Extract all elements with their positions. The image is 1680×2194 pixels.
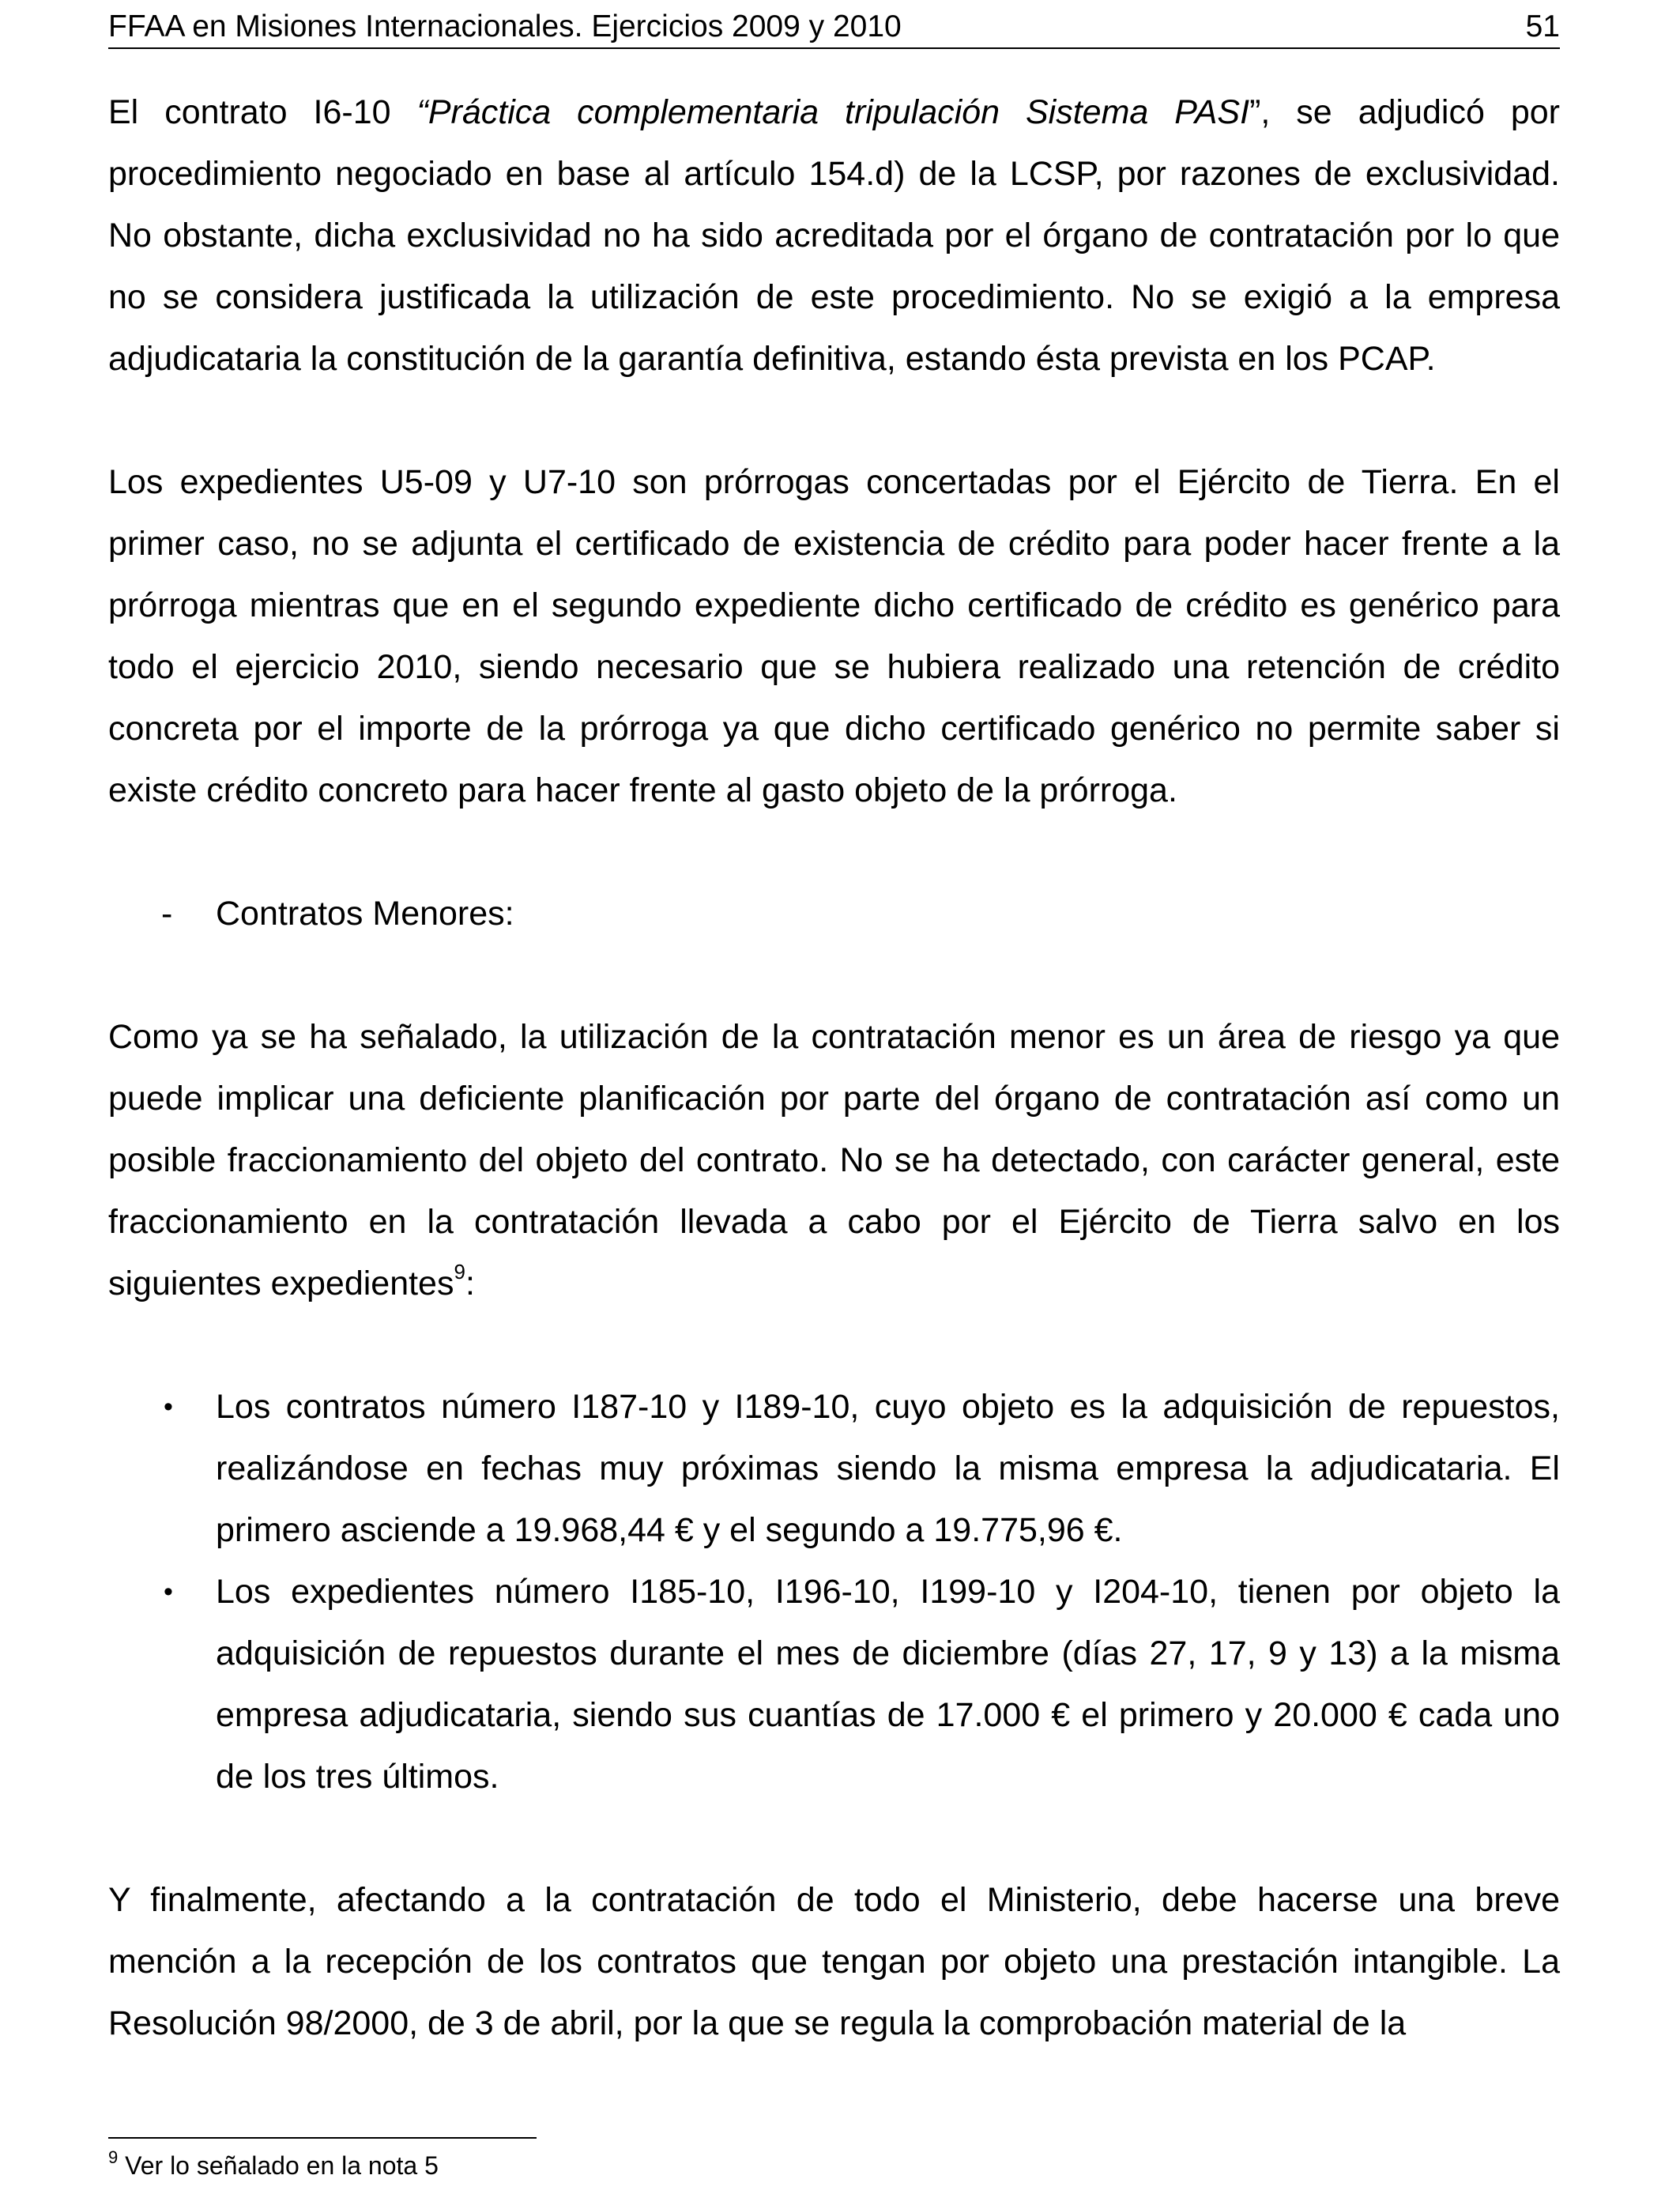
paragraph-recepcion-contratos: Y finalmente, afectando a la contratación de todo el Ministerio, debe hacerse una breve mención a la recepción de los contratos que tengan por objeto una prestación intangible. La Resolución 98/2000, de 3 de abril, por la que se regula la comprobación material de la xyxy=(108,1881,1560,2042)
list-item xyxy=(108,1376,1560,1561)
document-body xyxy=(108,81,1560,2054)
paragraph-contrato-i6-10 xyxy=(108,81,1560,390)
list-item xyxy=(108,1561,1560,1808)
list-item-text: Los contratos número I187-10 y I189-10, cuyo objeto es la adquisición de repuestos, realizándose en fechas muy próximas siendo la misma empresa la adjudicataria. El primero asciende a 19.968,44 € y el segundo a 19.775,96 €. xyxy=(216,1388,1560,1549)
section-heading-contratos-menores xyxy=(108,883,1560,944)
list-item-text: Los expedientes número I185-10, I196-10, I199-10 y I204-10, tienen por objeto la adquisición de repuestos durante el mes de diciembre (días 27, 17, 9 y 13) a la misma empresa adjudicataria, siendo sus cuantías de 17.000 € el primero y 20.000 € cada uno de los tres últimos. xyxy=(216,1573,1560,1796)
footnote-number: 9 xyxy=(108,2147,119,2167)
footnote-divider xyxy=(108,2137,537,2139)
contract-title-italic: “Práctica complementaria tripulación Sistema PASI xyxy=(416,93,1250,131)
footnote xyxy=(108,2148,439,2183)
section-title: Contratos Menores: xyxy=(216,895,514,933)
page-header xyxy=(108,6,1560,49)
paragraph-text: Como ya se ha señalado, la utilización de la contratación menor es un área de riesgo ya que puede implicar una deficiente planificación por parte del órgano de contratación así como un posible fraccionamiento del objeto del contrato. No se ha detectado, con carácter general, este fraccionamiento en la contratación llevada a cabo por el Ejército de Tierra salvo en los siguientes expedientes xyxy=(108,1018,1560,1302)
bullet-icon: • xyxy=(164,1577,173,1607)
paragraph-contratacion-menor xyxy=(108,1006,1560,1314)
paragraph-lead: El contrato I6-10 xyxy=(108,93,417,131)
footnote-reference[interactable]: 9 xyxy=(454,1260,465,1284)
page-number: 51 xyxy=(1525,9,1560,43)
paragraph-end: : xyxy=(465,1265,475,1302)
header-title: FFAA en Misiones Internacionales. Ejercicios 2009 y 2010 xyxy=(108,9,902,43)
paragraph-rest: ”, se adjudicó por procedimiento negociado en base al artículo 154.d) de la LCSP, por razones de exclusividad. No obstante, dicha exclusividad no ha sido acreditada por el órgano de contratación por lo que no se considera justificada la utilización de este procedimiento. No se exigió a la empresa adjudicataria la constitución de la garantía definitiva, estando ésta prevista en los PCAP. xyxy=(108,93,1560,378)
bullet-icon: • xyxy=(164,1392,173,1422)
footnote-text: Ver lo señalado en la nota 5 xyxy=(125,2151,439,2180)
bullet-list xyxy=(108,1376,1560,1808)
dash-marker: - xyxy=(161,895,173,933)
paragraph-prorrogas: Los expedientes U5-09 y U7-10 son prórrogas concertadas por el Ejército de Tierra. En el primer caso, no se adjunta el certificado de existencia de crédito para poder hacer frente a la prórroga mientras que en el segundo expediente dicho certificado de crédito es genérico para todo el ejercicio 2010, siendo necesario que se hubiera realizado una retención de crédito concreta por el importe de la prórroga ya que dicho certificado genérico no permite saber si existe crédito concreto para hacer frente al gasto objeto de la prórroga. xyxy=(108,463,1560,809)
